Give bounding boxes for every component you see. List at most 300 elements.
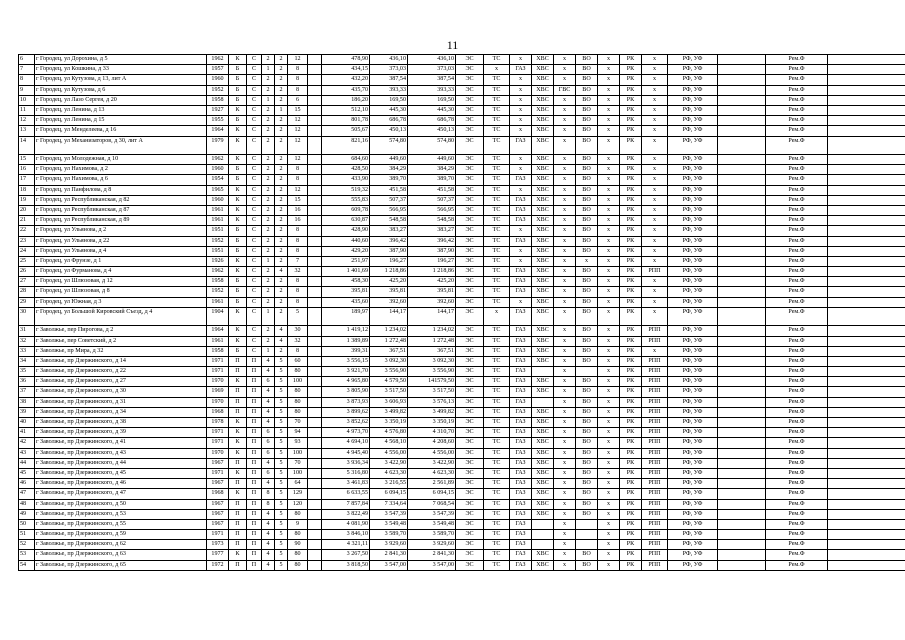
cell-cold-water: ХВС [532,236,554,246]
cell-living-area: 144,17 [370,307,408,326]
cell-build-year: 1962 [207,267,229,277]
cell-blank-b: х [598,165,620,175]
cell-residential-area: 144,17 [408,307,456,326]
cell-blank-b: х [598,499,620,509]
cell-entrances: 2 [262,165,275,175]
cell-blank-c [718,458,766,468]
cell-blank-a [308,65,322,75]
cell-cold-water: ХВС [532,468,554,478]
cell-foundation: РФ, УФ [668,267,718,277]
cell-floors: 5 [275,367,288,377]
cell-gas: х [510,116,532,126]
cell-living-area: 3 929,60 [370,540,408,550]
cell-rpp: х [642,195,668,205]
cell-entrances: 2 [262,287,275,297]
cell-living-area: 451,58 [370,185,408,195]
cell-foundation: РФ, УФ [668,277,718,287]
cell-living-area: 367,51 [370,346,408,356]
cell-repair-fund: Рем.Ф [766,326,828,336]
cell-power: ЭС [456,175,484,185]
table-row [19,85,905,95]
cell-address: г Заволжье, пр Дзержинского, д 45 [35,468,207,478]
cell-total-area: 251,97 [322,256,370,266]
cell-build-year: 1971 [207,367,229,377]
cell-total-area: 3 899,62 [322,407,370,417]
cell-gas: ГАЗ [510,458,532,468]
cell-foundation: РФ, УФ [668,468,718,478]
cell-address: г Городец, ул Ульянова, д 22 [35,236,207,246]
cell-repair-fund: Рем.Ф [766,267,828,277]
cell-row-number: 16 [19,165,35,175]
cell-hot-water: х [554,175,576,185]
cell-foundation: РФ, УФ [668,418,718,428]
cell-heating: ТС [484,246,510,256]
cell-repair-fund: Рем.Ф [766,530,828,540]
cell-sewerage: ВО [576,336,598,346]
cell-wall-material: П [229,479,247,489]
cell-address: г Городец, ул Нахимова, д 6 [35,175,207,185]
cell-blank-d [828,126,905,136]
cell-rpp: РПП [642,560,668,570]
page-number: 11 [446,38,459,52]
cell-roof-type: С [247,75,262,85]
cell-roof-type: П [247,397,262,407]
cell-heating: ТС [484,267,510,277]
cell-roof-type: П [247,377,262,387]
cell-power: ЭС [456,499,484,509]
cell-repair-fund: Рем.Ф [766,226,828,236]
cell-power: ЭС [456,407,484,417]
cell-roof-type: П [247,540,262,550]
cell-blank-a [308,468,322,478]
cell-build-year: 1952 [207,85,229,95]
cell-blank-c [718,185,766,195]
cell-floors: 2 [275,346,288,356]
cell-roof-type: П [247,407,262,417]
cell-living-area: 4 576,80 [370,428,408,438]
cell-residential-area: 141579,50 [408,377,456,387]
cell-living-area: 449,60 [370,155,408,165]
cell-radio: РК [620,116,642,126]
cell-rpp: РПП [642,499,668,509]
cell-power: ЭС [456,336,484,346]
cell-rpp: х [642,205,668,215]
cell-build-year: 1958 [207,95,229,105]
cell-heating: ТС [484,95,510,105]
cell-apartments: 80 [288,509,308,519]
cell-foundation: РФ, УФ [668,165,718,175]
cell-entrances: 2 [262,267,275,277]
cell-roof-type: С [247,336,262,346]
cell-gas: ГАЗ [510,397,532,407]
cell-foundation: РФ, УФ [668,530,718,540]
cell-rpp: х [642,65,668,75]
cell-residential-area: 436,10 [408,55,456,65]
cell-wall-material: К [229,489,247,499]
cell-apartments: 32 [288,267,308,277]
cell-blank-d [828,509,905,519]
cell-gas: х [510,297,532,307]
cell-total-area: 4 973,70 [322,428,370,438]
cell-repair-fund: Рем.Ф [766,550,828,560]
cell-blank-a [308,175,322,185]
cell-total-area: 1 401,69 [322,267,370,277]
cell-residential-area: 393,33 [408,85,456,95]
cell-wall-material: Б [229,246,247,256]
cell-sewerage: ВО [576,136,598,155]
cell-blank-d [828,307,905,326]
cell-hot-water: х [554,65,576,75]
cell-foundation: РФ, УФ [668,387,718,397]
cell-heating: ТС [484,195,510,205]
cell-heating: ТС [484,277,510,287]
table-row [19,277,905,287]
cell-sewerage: ВО [576,428,598,438]
cell-repair-fund: Рем.Ф [766,195,828,205]
cell-apartments: 8 [288,246,308,256]
cell-roof-type: П [247,550,262,560]
cell-radio: РК [620,367,642,377]
cell-hot-water: х [554,428,576,438]
cell-apartments: 80 [288,367,308,377]
cell-residential-area: 450,13 [408,126,456,136]
cell-living-area: 7 334,64 [370,499,408,509]
cell-hot-water: х [554,336,576,346]
cell-roof-type: П [247,489,262,499]
cell-foundation: РФ, УФ [668,307,718,326]
cell-entrances: 2 [262,205,275,215]
cell-blank-c [718,428,766,438]
cell-heating: ТС [484,226,510,236]
cell-blank-b: х [598,205,620,215]
cell-wall-material: П [229,458,247,468]
cell-entrances: 2 [262,326,275,336]
cell-build-year: 1968 [207,407,229,417]
cell-blank-c [718,105,766,115]
cell-radio: РК [620,95,642,105]
cell-repair-fund: Рем.Ф [766,468,828,478]
cell-living-area: 574,80 [370,136,408,155]
cell-apartments: 70 [288,458,308,468]
cell-gas: ГАЗ [510,407,532,417]
cell-residential-area: 4 310,70 [408,428,456,438]
cell-sewerage: х [576,256,598,266]
cell-cold-water: ХВС [532,307,554,326]
cell-blank-c [718,346,766,356]
cell-address: г Заволжье, пр Дзержинского, д 62 [35,540,207,550]
cell-floors: 5 [275,438,288,448]
cell-address: г Заволжье, пр Дзержинского, д 53 [35,509,207,519]
cell-cold-water: ХВС [532,256,554,266]
cell-blank-d [828,85,905,95]
cell-rpp: РПП [642,407,668,417]
cell-wall-material: К [229,126,247,136]
cell-residential-area: 3 350,19 [408,418,456,428]
cell-total-area: 429,20 [322,246,370,256]
cell-row-number: 47 [19,489,35,499]
cell-row-number: 28 [19,287,35,297]
cell-sewerage: ВО [576,397,598,407]
cell-build-year: 1960 [207,195,229,205]
cell-foundation: РФ, УФ [668,346,718,356]
cell-blank-d [828,346,905,356]
cell-address: г Городец, ул Панфилова, д 8 [35,185,207,195]
cell-build-year: 1958 [207,277,229,287]
cell-foundation: РФ, УФ [668,397,718,407]
cell-heating: ТС [484,428,510,438]
cell-build-year: 1954 [207,175,229,185]
cell-repair-fund: Рем.Ф [766,509,828,519]
cell-floors: 2 [275,75,288,85]
cell-residential-area: 451,58 [408,185,456,195]
cell-heating: ТС [484,126,510,136]
cell-gas: ГАЗ [510,346,532,356]
cell-cold-water: ХВС [532,560,554,570]
cell-wall-material: Б [229,236,247,246]
cell-radio: РК [620,165,642,175]
cell-cold-water: ХВС [532,55,554,65]
cell-total-area: 3 822,49 [322,509,370,519]
cell-entrances: 4 [262,550,275,560]
cell-sewerage: ВО [576,175,598,185]
cell-blank-b: х [598,530,620,540]
cell-residential-area: 2 561,89 [408,479,456,489]
cell-apartments: 6 [288,95,308,105]
table-row [19,246,905,256]
cell-sewerage: ВО [576,377,598,387]
cell-entrances: 2 [262,336,275,346]
cell-build-year: 1967 [207,479,229,489]
cell-entrances: 1 [262,65,275,75]
cell-blank-b: х [598,155,620,165]
cell-radio: РК [620,479,642,489]
cell-apartments: 70 [288,418,308,428]
table-row [19,287,905,297]
cell-roof-type: С [247,246,262,256]
cell-build-year: 1952 [207,236,229,246]
cell-cold-water: ХВС [532,136,554,155]
cell-sewerage: ВО [576,75,598,85]
cell-heating: ТС [484,418,510,428]
cell-residential-area: 3 549,48 [408,519,456,529]
cell-blank-b: х [598,397,620,407]
cell-blank-d [828,367,905,377]
cell-entrances: 4 [262,560,275,570]
cell-blank-c [718,165,766,175]
cell-living-area: 1 272,48 [370,336,408,346]
cell-repair-fund: Рем.Ф [766,448,828,458]
cell-row-number: 26 [19,267,35,277]
cell-gas: ГАЗ [510,65,532,75]
cell-sewerage: ВО [576,267,598,277]
cell-build-year: 1962 [207,155,229,165]
cell-hot-water: х [554,105,576,115]
cell-blank-a [308,367,322,377]
cell-gas: х [510,85,532,95]
cell-row-number: 31 [19,326,35,336]
cell-blank-c [718,55,766,65]
cell-blank-b: х [598,126,620,136]
cell-repair-fund: Рем.Ф [766,205,828,215]
cell-apartments: 12 [288,55,308,65]
cell-power: ЭС [456,438,484,448]
cell-repair-fund: Рем.Ф [766,165,828,175]
cell-entrances: 2 [262,195,275,205]
cell-total-area: 435,70 [322,85,370,95]
cell-floors: 2 [275,126,288,136]
cell-blank-d [828,226,905,236]
cell-blank-c [718,85,766,95]
cell-address: г Заволжье, пер Пирогова, д 2 [35,326,207,336]
cell-radio: РК [620,267,642,277]
cell-rpp: х [642,185,668,195]
cell-gas: ГАЗ [510,267,532,277]
cell-row-number: 20 [19,205,35,215]
cell-power: ЭС [456,256,484,266]
cell-hot-water: х [554,448,576,458]
cell-residential-area: 507,37 [408,195,456,205]
cell-power: ЭС [456,195,484,205]
cell-repair-fund: Рем.Ф [766,246,828,256]
cell-blank-a [308,307,322,326]
cell-heating: ТС [484,216,510,226]
cell-heating: ТС [484,397,510,407]
cell-apartments: 80 [288,560,308,570]
cell-cold-water: ХВС [532,267,554,277]
cell-build-year: 1960 [207,75,229,85]
cell-wall-material: К [229,105,247,115]
cell-apartments: 12 [288,126,308,136]
cell-blank-a [308,356,322,366]
cell-gas: ГАЗ [510,277,532,287]
cell-blank-b: х [598,509,620,519]
cell-blank-c [718,540,766,550]
cell-build-year: 1971 [207,438,229,448]
cell-entrances: 4 [262,397,275,407]
cell-floors: 2 [275,236,288,246]
cell-hot-water: х [554,297,576,307]
cell-hot-water: х [554,136,576,155]
cell-build-year: 1972 [207,560,229,570]
cell-blank-b: х [598,418,620,428]
cell-blank-b: х [598,458,620,468]
table-row [19,75,905,85]
cell-wall-material: Б [229,287,247,297]
cell-address: г Городец, ул Кошкина, д 33 [35,65,207,75]
cell-rpp: х [642,105,668,115]
cell-foundation: РФ, УФ [668,85,718,95]
cell-gas: ГАЗ [510,195,532,205]
cell-hot-water: х [554,267,576,277]
cell-blank-b: х [598,85,620,95]
cell-entrances: 4 [262,387,275,397]
cell-hot-water: х [554,216,576,226]
table-row [19,297,905,307]
cell-power: ЭС [456,377,484,387]
cell-power: ЭС [456,397,484,407]
cell-blank-d [828,165,905,175]
cell-heating: ТС [484,287,510,297]
cell-radio: РК [620,155,642,165]
cell-cold-water: ХВС [532,216,554,226]
cell-floors: 5 [275,499,288,509]
cell-apartments: 15 [288,105,308,115]
cell-power: ЭС [456,185,484,195]
cell-rpp: РПП [642,356,668,366]
cell-gas: ГАЗ [510,136,532,155]
cell-address: г Заволжье, пр Дзержинского, д 65 [35,560,207,570]
cell-entrances: 2 [262,85,275,95]
cell-wall-material: К [229,326,247,336]
cell-build-year: 1927 [207,105,229,115]
cell-blank-c [718,205,766,215]
cell-entrances: 4 [262,530,275,540]
cell-repair-fund: Рем.Ф [766,307,828,326]
cell-hot-water: х [554,116,576,126]
cell-roof-type: С [247,116,262,126]
cell-blank-d [828,205,905,215]
cell-floors: 2 [275,55,288,65]
cell-apartments: 8 [288,75,308,85]
cell-power: ЭС [456,246,484,256]
cell-blank-b: х [598,116,620,126]
cell-row-number: 49 [19,509,35,519]
cell-total-area: 3 921,70 [322,367,370,377]
cell-roof-type: С [247,216,262,226]
cell-residential-area: 3 499,82 [408,407,456,417]
cell-cold-water: ХВС [532,346,554,356]
cell-wall-material: П [229,509,247,519]
cell-radio: РК [620,326,642,336]
cell-living-area: 383,27 [370,226,408,236]
cell-sewerage: ВО [576,356,598,366]
cell-blank-a [308,448,322,458]
cell-residential-area: 3 556,90 [408,367,456,377]
cell-power: ЭС [456,236,484,246]
cell-apartments: 120 [288,499,308,509]
cell-build-year: 1961 [207,216,229,226]
cell-blank-d [828,428,905,438]
cell-total-area: 3 556,15 [322,356,370,366]
cell-entrances: 2 [262,105,275,115]
cell-address: г Заволжье, пр Дзержинского, д 59 [35,530,207,540]
cell-wall-material: Б [229,65,247,75]
cell-blank-b: х [598,105,620,115]
cell-hot-water: х [554,346,576,356]
cell-gas: ГАЗ [510,560,532,570]
cell-blank-a [308,540,322,550]
cell-blank-a [308,519,322,529]
cell-total-area: 801,78 [322,116,370,126]
cell-roof-type: С [247,226,262,236]
cell-address: г Городец, ул Менделеева, д 16 [35,126,207,136]
cell-entrances: 1 [262,346,275,356]
table-row [19,136,905,155]
cell-cold-water: ХВС [532,175,554,185]
cell-blank-a [308,418,322,428]
cell-address: г Заволжье, пр Дзержинского, д 22 [35,367,207,377]
cell-roof-type: С [247,126,262,136]
cell-total-area: 440,60 [322,236,370,246]
cell-residential-area: 1 272,48 [408,336,456,346]
cell-rpp: х [642,216,668,226]
cell-sewerage: ВО [576,297,598,307]
cell-cold-water: ХВС [532,195,554,205]
cell-build-year: 1964 [207,126,229,136]
cell-total-area: 3 805,90 [322,387,370,397]
cell-repair-fund: Рем.Ф [766,367,828,377]
cell-repair-fund: Рем.Ф [766,116,828,126]
